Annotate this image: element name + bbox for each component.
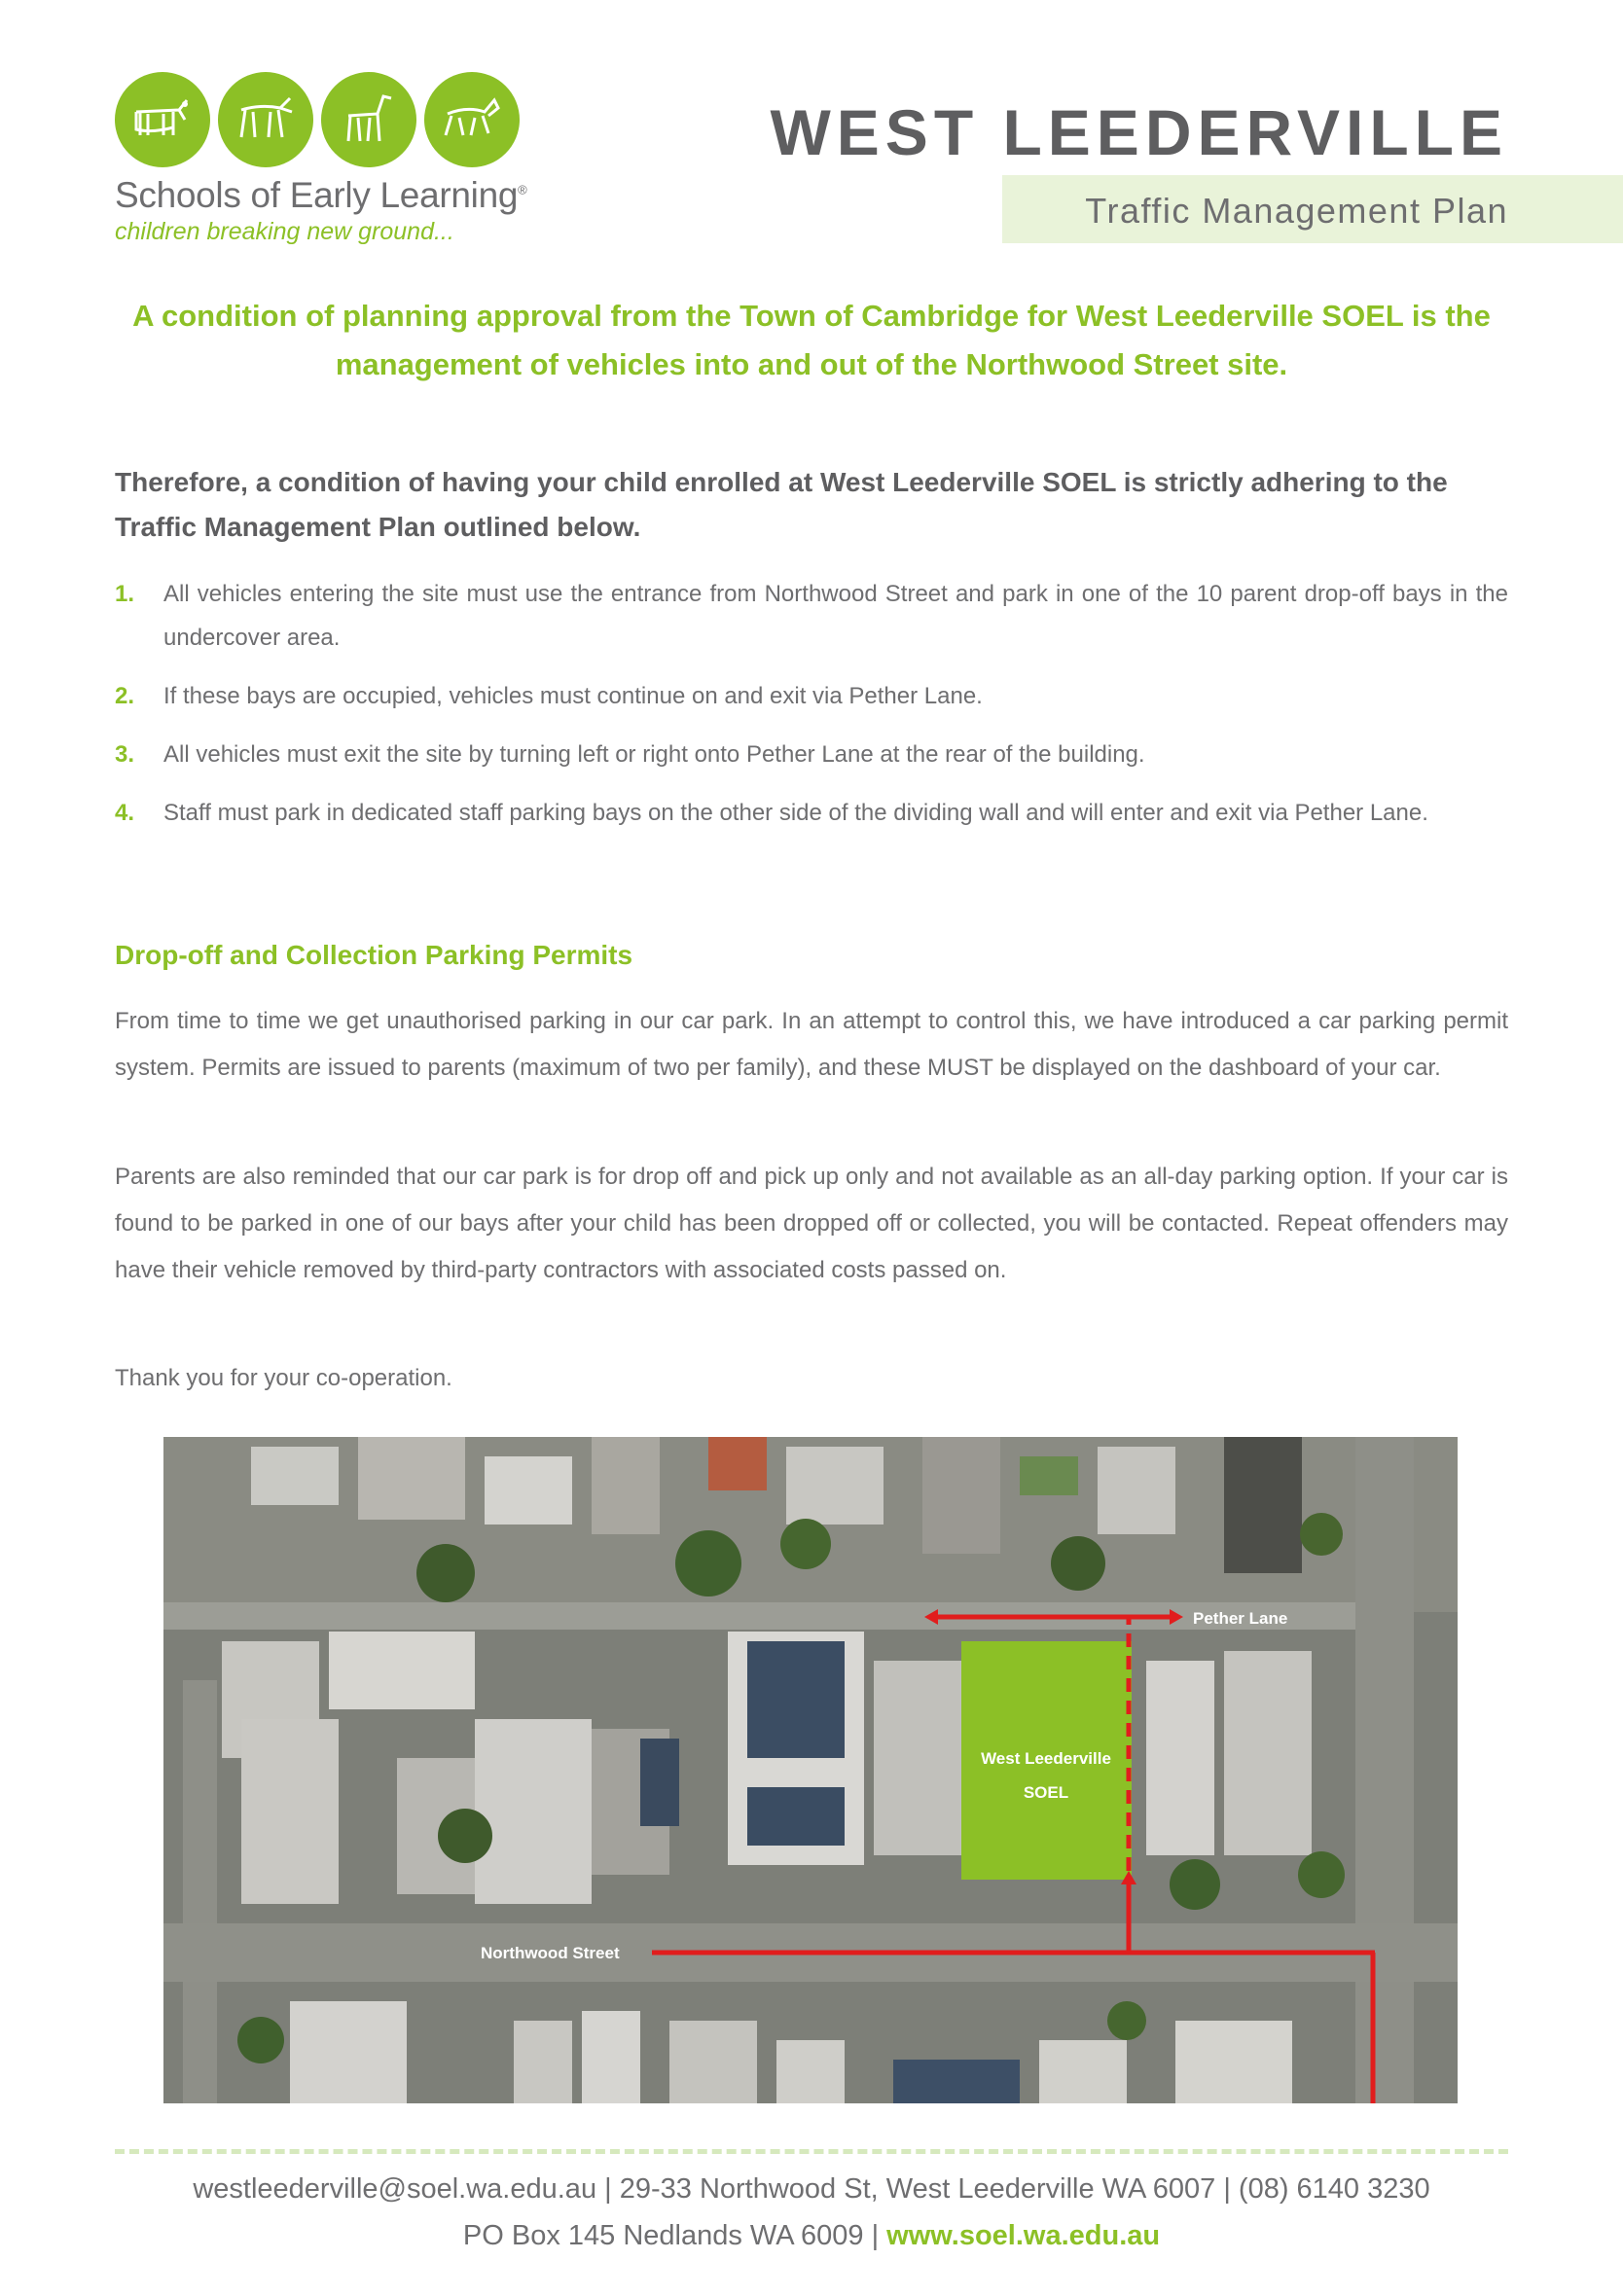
rule-number: 4.: [115, 800, 135, 826]
lead-paragraph: Therefore, a condition of having your child enrolled at West Leederville SOEL is strictly adhering to the Traffic Management Plan outlined below.: [115, 467, 1448, 542]
logo: [115, 72, 533, 257]
footer-address: [0, 2220, 1623, 2252]
rule-item: [115, 791, 1508, 835]
site-label-line1: West Leederville: [981, 1749, 1111, 1768]
rule-text: If these bays are occupied, vehicles must continue on and exit via Pether Lane.: [163, 683, 983, 709]
footer-po-box: PO Box 145 Nedlands WA 6009 |: [462, 2220, 887, 2251]
cow-icon: [115, 72, 210, 167]
page-title: WEST LEEDERVILLE: [770, 96, 1508, 168]
thank-you-text: Thank you for your co-operation.: [115, 1365, 452, 1391]
rule-item: [115, 733, 1508, 776]
map-image: [163, 1437, 1458, 2103]
logo-animal-icons: [115, 72, 533, 167]
rule-number: 2.: [115, 683, 135, 709]
logo-name-text: Schools of Early Learning: [115, 175, 519, 215]
permits-heading: Drop-off and Collection Parking Permits: [115, 940, 633, 970]
footer-contact: westleederville@soel.wa.edu.au | 29-33 Northwood St, West Leederville WA 6007 | (08) 6140 3230: [193, 2173, 1430, 2205]
permits-paragraph: Parents are also reminded that our car park is for drop off and pick up only and not available as an all-day parking option. If your car is found to be parked in one of our bays after your child has been dropped off or collected, you will be contacted. Repeat offenders may have their vehicle removed by third-party contractors with associated costs passed on.: [115, 1164, 1508, 1283]
giraffe-icon: [321, 72, 416, 167]
rule-text: All vehicles entering the site must use the entrance from Northwood Street and park in one of the 10 parent drop-off bays in the undercover area.: [163, 581, 1508, 651]
rule-item: [115, 572, 1508, 660]
donkey-icon: [424, 72, 520, 167]
footer-divider: [115, 2149, 1508, 2154]
horse-icon: [218, 72, 313, 167]
rule-number: 3.: [115, 741, 135, 768]
aerial-site-map: [163, 1437, 1458, 2103]
rule-text: All vehicles must exit the site by turning left or right onto Pether Lane at the rear of the building.: [163, 741, 1145, 768]
website-link[interactable]: www.soel.wa.edu.au: [886, 2220, 1161, 2251]
logo-tagline: children breaking new ground...: [115, 218, 454, 245]
pether-lane-label: Pether Lane: [1193, 1609, 1288, 1628]
rule-item: [115, 674, 1508, 718]
permits-paragraph: From time to time we get unauthorised parking in our car park. In an attempt to control this, we have introduced a car parking permit system. Permits are issued to parents (maximum of two per family), and these MUST be displayed on the dashboard of your car.: [115, 1008, 1508, 1081]
registered-mark: ®: [518, 182, 527, 197]
northwood-street-label: Northwood Street: [481, 1944, 620, 1962]
rule-number: 1.: [115, 581, 135, 607]
rule-text: Staff must park in dedicated staff parking bays on the other side of the dividing wall and will enter and exit via Pether Lane.: [163, 800, 1428, 826]
intro-statement: A condition of planning approval from the Town of Cambridge for West Leederville SOEL is the management of vehicles into and out of the Northwood Street site.: [132, 299, 1491, 381]
site-label-line2: SOEL: [1023, 1783, 1069, 1802]
rules-list: [115, 572, 1508, 849]
page-subtitle: Traffic Management Plan: [1085, 191, 1508, 231]
logo-name: [115, 175, 533, 216]
